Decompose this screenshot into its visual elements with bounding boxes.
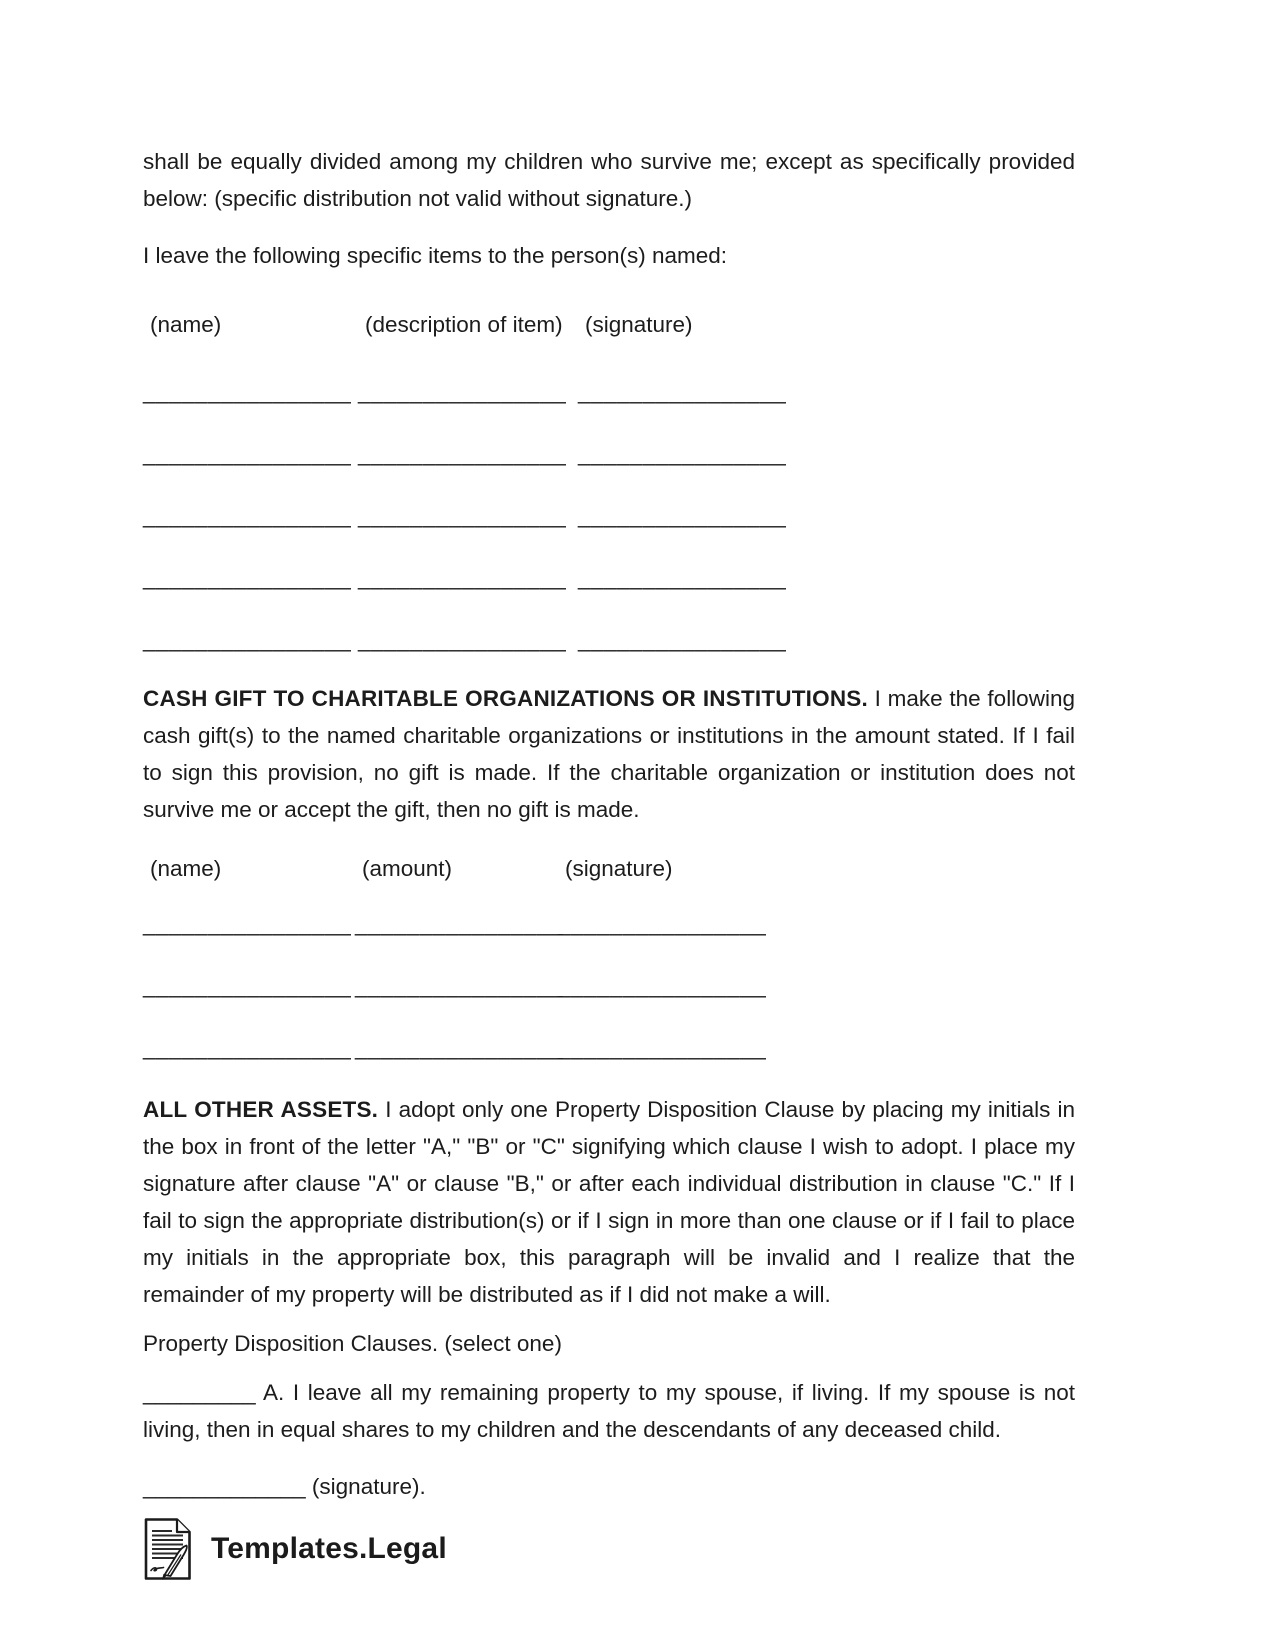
column-header-signature: (signature) [585,312,693,337]
cash-gift-table [143,905,1075,1066]
document-quill-icon [143,1517,193,1581]
column-header-amount: (amount) [362,856,453,881]
blank-name-line: ________________ [143,1035,352,1060]
column-header-name: (name) [150,312,222,337]
blank-signature-line: ________________ [558,973,767,998]
blank-name-line: ________________ [143,379,352,404]
intro-paragraph: shall be equally divided among my children who survive me; except as specifically provided below: (specific distribution not valid without signature.) [143,149,1075,211]
column-header-signature: (signature) [565,856,673,881]
blank-signature-line: ________________ [578,379,787,404]
blank-signature-line: ________________ [578,627,787,652]
blank-signature-line: ________________ [578,565,787,590]
blank-amount-line: ________________ [355,911,564,936]
blank-amount-line: ________________ [355,973,564,998]
blank-signature-line: ________________ [558,911,767,936]
blank-signature-line: ________________ [578,441,787,466]
all-other-assets-paragraph [143,1091,1075,1313]
cash-gift-heading: CASH GIFT TO CHARITABLE ORGANIZATIONS OR INSTITUTIONS. [143,686,868,711]
cash-gift-body: I make the following cash gift(s) to the named charitable organizations or institutions in the amount stated. If I fail to sign this provision, no gift is made. If the charitable organization or institution does not survive me or accept the gift, then no gift is made. [143,686,1075,822]
blank-name-line: ________________ [143,911,352,936]
clause-a-signature-line: _____________ (signature). [143,1474,426,1499]
blank-signature-line: ________________ [558,1035,767,1060]
specific-items-table-header [143,306,1075,343]
brand-logo [143,1517,1075,1581]
clause-a-paragraph: _________ A. I leave all my remaining property to my spouse, if living. If my spouse is not living, then in equal shares to my children and the descendants of any deceased child. [143,1380,1075,1442]
cash-gift-paragraph [143,680,1075,828]
blank-name-line: ________________ [143,503,352,528]
property-disposition-heading: Property Disposition Clauses. (select one) [143,1331,562,1356]
blank-description-line: ________________ [358,441,567,466]
column-header-description: (description of item) [365,312,563,337]
blank-amount-line: ________________ [355,1035,564,1060]
column-header-name: (name) [150,856,222,881]
blank-name-line: ________________ [143,627,352,652]
cash-gift-table-header [143,850,1075,887]
blank-name-line: ________________ [143,565,352,590]
blank-name-line: ________________ [143,973,352,998]
specific-items-intro: I leave the following specific items to the person(s) named: [143,243,728,268]
brand-name: Templates.Legal [211,1532,447,1565]
all-other-assets-heading: ALL OTHER ASSETS. [143,1097,379,1122]
specific-items-table [143,373,1075,658]
blank-signature-line: ________________ [578,503,787,528]
blank-description-line: ________________ [358,627,567,652]
all-other-assets-body: I adopt only one Property Disposition Clause by placing my initials in the box in front of the letter "A," "B" or "C" signifying which clause I wish to adopt. I place my signature after clause "A" or clause "B," or after each individual distribution in clause "C." If I fail to sign the appropriate distribution(s) or if I sign in more than one clause or if I fail to place my initials in the appropriate box, this paragraph will be invalid and I realize that the remainder of my property will be distributed as if I did not make a will. [143,1097,1075,1307]
blank-description-line: ________________ [358,503,567,528]
blank-description-line: ________________ [358,565,567,590]
blank-description-line: ________________ [358,379,567,404]
blank-name-line: ________________ [143,441,352,466]
